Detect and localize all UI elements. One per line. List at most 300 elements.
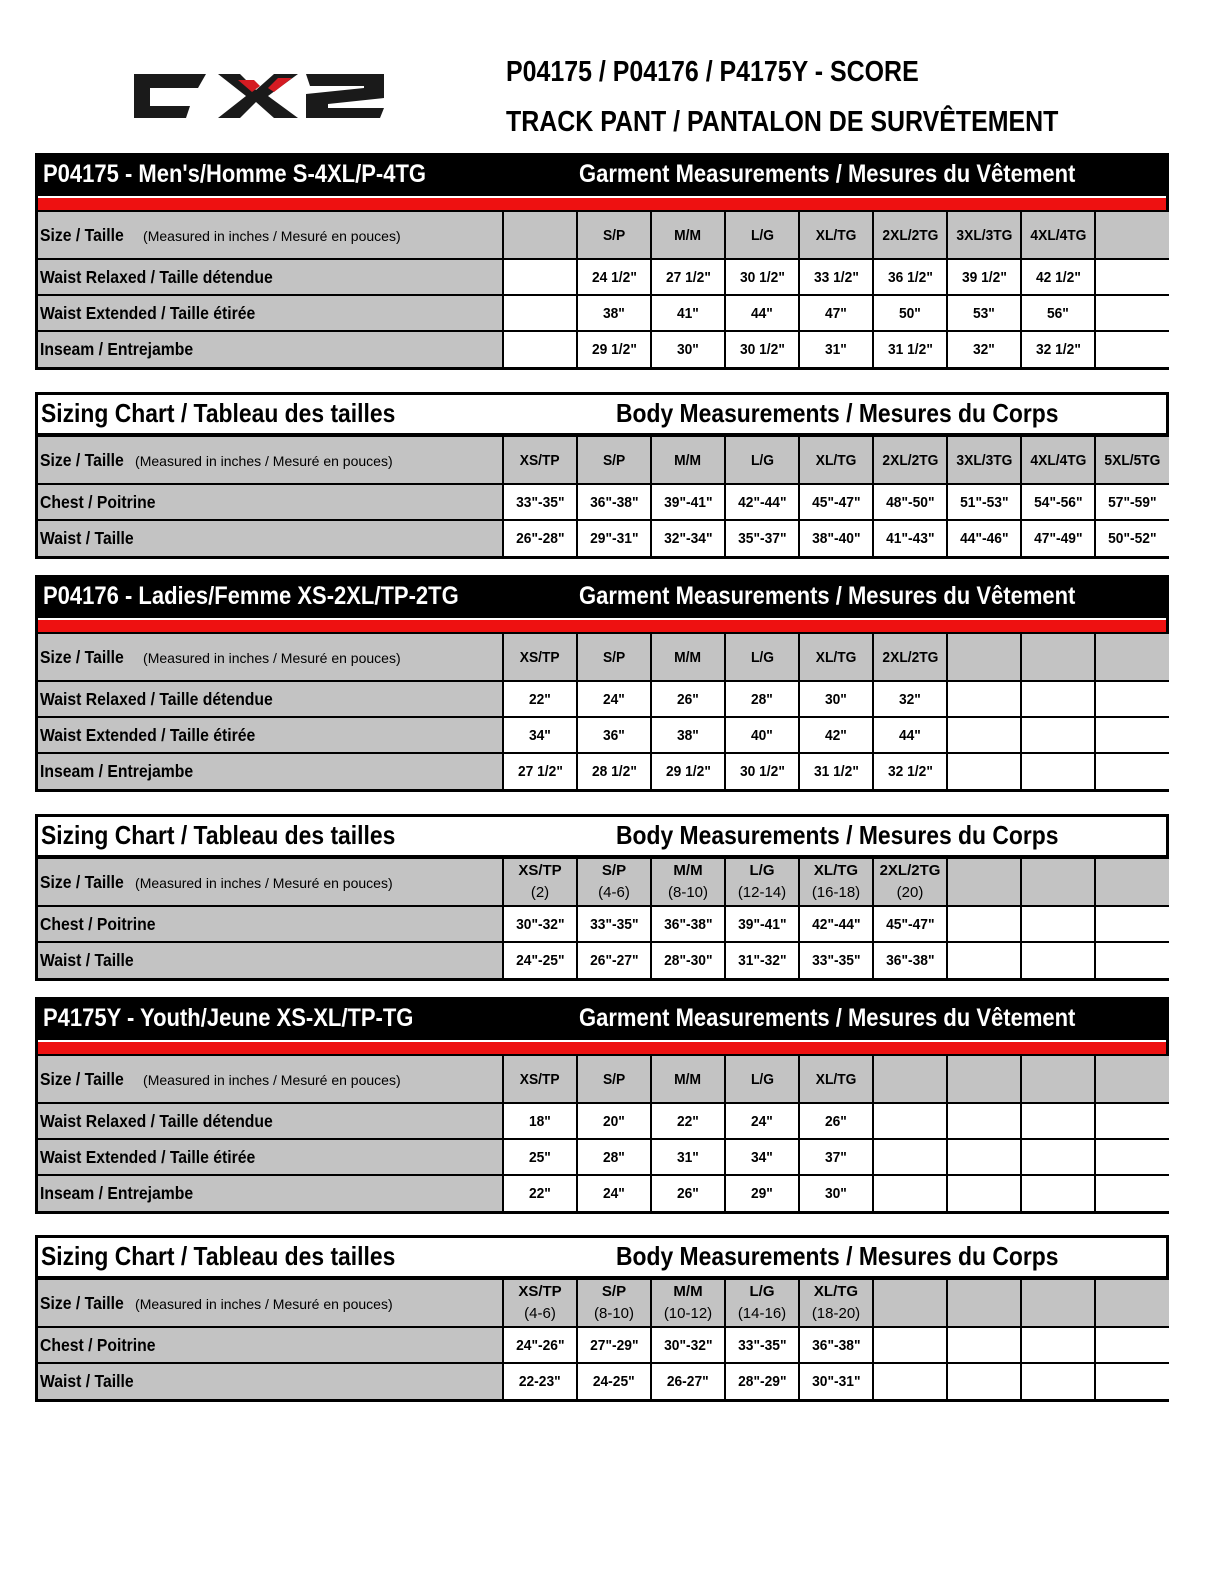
- row-label-text: Size / Taille: [40, 871, 124, 892]
- size-code: M/M: [674, 1070, 702, 1088]
- measurement-note: (Measured in inches / Mesuré en pouces): [143, 649, 401, 666]
- size-cell: [577, 436, 651, 484]
- size-cell: [1095, 211, 1169, 259]
- value-cell: [577, 1175, 651, 1211]
- size-range: (4-6): [524, 1305, 556, 1322]
- row-label: [38, 1139, 503, 1175]
- value-cell: [799, 1139, 873, 1175]
- table-row: [38, 681, 1169, 717]
- size-code: 2XL/2TG: [881, 648, 938, 666]
- measurement-value: 41"-43": [885, 530, 935, 547]
- size-cell: [947, 1055, 1021, 1103]
- value-cell: [577, 295, 651, 331]
- measurement-value: 29 1/2": [591, 341, 637, 358]
- value-cell: [577, 753, 651, 789]
- value-cell: [1021, 1363, 1095, 1399]
- value-cell: [577, 331, 651, 367]
- size-code: 5XL/5TG: [1104, 451, 1161, 469]
- row-label: [38, 211, 503, 259]
- size-cell: [725, 633, 799, 681]
- value-cell: [725, 484, 799, 520]
- size-code: L/G: [750, 648, 774, 666]
- row-label-text: Waist Relaxed / Taille détendue: [40, 266, 273, 287]
- size-code: S/P: [601, 862, 627, 879]
- table-row: [38, 717, 1169, 753]
- measurement-value: 24"-26": [515, 1336, 565, 1354]
- size-code: XS/TP: [518, 862, 562, 879]
- value-cell: [1095, 1175, 1169, 1211]
- value-cell: [799, 295, 873, 331]
- size-cell: [503, 1055, 577, 1103]
- table-row: [38, 753, 1169, 789]
- row-label: [38, 331, 503, 367]
- value-cell: [873, 942, 947, 978]
- value-cell: [651, 259, 725, 295]
- value-cell: [1021, 681, 1095, 717]
- value-cell: [577, 906, 651, 942]
- table-row: [38, 295, 1169, 331]
- table-row: [38, 906, 1169, 942]
- red-divider: [38, 1040, 1166, 1054]
- measurement-value: 36"-38": [663, 915, 713, 933]
- measurement-value: 40": [751, 726, 773, 744]
- size-cell: [1095, 633, 1169, 681]
- table-row: [38, 1139, 1169, 1175]
- size-code: 4XL/4TG: [1029, 226, 1086, 244]
- table-row: [38, 1175, 1169, 1211]
- row-label-text: Inseam / Entrejambe: [40, 1183, 194, 1203]
- value-cell: [725, 906, 799, 942]
- measurement-value: 34": [529, 726, 551, 744]
- measurement-value: 50"-52": [1108, 530, 1157, 547]
- body-heading: Body Measurements / Mesures du Corps: [616, 398, 1059, 428]
- row-label-text: Waist / Taille: [40, 950, 134, 970]
- size-code: XL/TG: [815, 226, 857, 244]
- value-cell: [725, 717, 799, 753]
- measurement-value: 38"-40": [811, 530, 861, 547]
- value-cell: [799, 520, 873, 556]
- size-cell: [725, 1279, 799, 1327]
- value-cell: [873, 1327, 947, 1363]
- size-cell: [725, 436, 799, 484]
- size-cell: [651, 1055, 725, 1103]
- measurement-value: 24": [603, 690, 625, 708]
- size-code: M/M: [674, 648, 702, 666]
- size-cell: [799, 858, 873, 906]
- value-cell: [873, 906, 947, 942]
- size-code: L/G: [749, 862, 775, 879]
- measurement-value: 30": [825, 690, 847, 708]
- measurement-value: 47": [825, 304, 847, 322]
- value-cell: [873, 1139, 947, 1175]
- row-label: [38, 520, 503, 556]
- value-cell: [503, 717, 577, 753]
- value-cell: [577, 1103, 651, 1139]
- size-cell: [1021, 436, 1095, 484]
- measurement-value: 36"-38": [589, 493, 639, 511]
- value-cell: [503, 906, 577, 942]
- measurement-value: 33"-35": [589, 915, 639, 933]
- size-code: XS/TP: [520, 1070, 560, 1088]
- value-cell: [799, 681, 873, 717]
- size-code: M/M: [674, 226, 702, 244]
- ladies-body-header: [38, 817, 1166, 857]
- size-row: [38, 436, 1169, 484]
- measurement-value: 41": [677, 304, 699, 322]
- measurement-value: 29": [751, 1185, 773, 1202]
- value-cell: [799, 942, 873, 978]
- measurement-value: 36"-38": [811, 1336, 861, 1354]
- value-cell: [1095, 753, 1169, 789]
- value-cell: [873, 717, 947, 753]
- size-cell: [873, 1055, 947, 1103]
- row-label: [38, 484, 503, 520]
- measurement-value: 24"-25": [515, 952, 565, 969]
- ladies-body-table: [38, 857, 1169, 978]
- measurement-value: 22": [677, 1112, 699, 1130]
- mens-garment-section: [35, 153, 1169, 370]
- mens-garment-table: [38, 210, 1169, 367]
- size-row: [38, 1279, 1169, 1327]
- size-code: S/P: [601, 1283, 627, 1300]
- value-cell: [503, 942, 577, 978]
- measurement-value: 28"-29": [737, 1373, 787, 1390]
- measurement-value: 26"-27": [589, 952, 639, 969]
- document-title-line2: TRACK PANT / PANTALON DE SURVÊTEMENT: [506, 106, 1059, 138]
- body-heading: Body Measurements / Mesures du Corps: [616, 820, 1059, 850]
- sizing-chart-heading: Sizing Chart / Tableau des tailles: [41, 820, 396, 850]
- size-code: XL/TG: [813, 1283, 859, 1300]
- value-cell: [577, 484, 651, 520]
- value-cell: [947, 717, 1021, 753]
- row-label-text: Chest / Poitrine: [40, 913, 156, 934]
- value-cell: [503, 1327, 577, 1363]
- size-cell: [799, 436, 873, 484]
- value-cell: [947, 1363, 1021, 1399]
- measurement-value: 57"-59": [1108, 493, 1157, 511]
- size-cell: [1021, 1055, 1095, 1103]
- value-cell: [725, 331, 799, 367]
- size-row: [38, 1055, 1169, 1103]
- value-cell: [503, 331, 577, 367]
- size-code: S/P: [602, 226, 626, 244]
- size-cell: [873, 436, 947, 484]
- size-code: XS/TP: [520, 451, 560, 469]
- red-divider: [38, 618, 1166, 632]
- value-cell: [1095, 520, 1169, 556]
- measurement-value: 32 1/2": [887, 763, 933, 780]
- size-cell: [1021, 211, 1095, 259]
- measurement-value: 28": [751, 690, 773, 708]
- mens-body-section: [35, 392, 1169, 559]
- size-cell: [1021, 1279, 1095, 1327]
- value-cell: [725, 942, 799, 978]
- table-row: [38, 259, 1169, 295]
- row-label: [38, 295, 503, 331]
- measurement-value: 27 1/2": [665, 268, 711, 286]
- sizing-chart-heading: Sizing Chart / Tableau des tailles: [41, 1241, 396, 1271]
- size-cell: [947, 1279, 1021, 1327]
- size-range: (18-20): [811, 1305, 861, 1322]
- size-cell: [873, 1279, 947, 1327]
- size-range: (16-18): [811, 884, 861, 901]
- value-cell: [577, 1139, 651, 1175]
- size-cell: [651, 1279, 725, 1327]
- row-label-text: Size / Taille: [40, 1068, 124, 1089]
- measurement-value: 32"-34": [663, 530, 713, 547]
- size-cell: [799, 1055, 873, 1103]
- value-cell: [1095, 942, 1169, 978]
- value-cell: [1021, 1327, 1095, 1363]
- size-code: M/M: [673, 862, 703, 879]
- value-cell: [1095, 681, 1169, 717]
- measurement-value: 36": [603, 726, 625, 744]
- measurement-value: 18": [529, 1112, 551, 1130]
- measurement-note: (Measured in inches / Mesuré en pouces): [135, 452, 393, 469]
- size-cell: [1021, 633, 1095, 681]
- measurement-value: 25": [529, 1148, 551, 1166]
- table-row: [38, 484, 1169, 520]
- size-cell: [947, 211, 1021, 259]
- row-label-text: Inseam / Entrejambe: [40, 339, 194, 359]
- size-cell: [503, 1279, 577, 1327]
- measurement-value: 39"-41": [737, 915, 787, 933]
- row-label-text: Inseam / Entrejambe: [40, 761, 194, 781]
- garment-heading: Garment Measurements / Mesures du Vêtement: [579, 1004, 1076, 1032]
- row-label: [38, 1175, 503, 1211]
- size-code: S/P: [602, 451, 626, 469]
- size-code: XL/TG: [813, 862, 859, 879]
- value-cell: [1021, 295, 1095, 331]
- mens-garment-header: [38, 156, 1166, 196]
- value-cell: [799, 753, 873, 789]
- row-label: [38, 942, 503, 978]
- size-row: [38, 633, 1169, 681]
- size-range: (12-14): [737, 884, 787, 901]
- cx2-logo: [128, 66, 390, 126]
- measurement-note: (Measured in inches / Mesuré en pouces): [143, 1071, 401, 1088]
- measurement-value: 26"-28": [515, 530, 565, 547]
- value-cell: [1095, 1327, 1169, 1363]
- size-range: (14-16): [737, 1305, 787, 1322]
- value-cell: [725, 1103, 799, 1139]
- value-cell: [1095, 484, 1169, 520]
- size-cell: [651, 858, 725, 906]
- measurement-note: (Measured in inches / Mesuré en pouces): [135, 1295, 393, 1312]
- measurement-value: 31 1/2": [887, 341, 933, 358]
- value-cell: [947, 484, 1021, 520]
- measurement-value: 42"-44": [737, 493, 787, 511]
- value-cell: [725, 259, 799, 295]
- youth-garment-table: [38, 1054, 1169, 1211]
- size-range: (20): [896, 884, 924, 901]
- table-row: [38, 1327, 1169, 1363]
- sizing-chart-heading: Sizing Chart / Tableau des tailles: [41, 398, 396, 428]
- value-cell: [651, 1327, 725, 1363]
- size-code: 4XL/4TG: [1029, 451, 1086, 469]
- value-cell: [651, 1363, 725, 1399]
- measurement-value: 53": [973, 304, 995, 322]
- size-range: (4-6): [598, 884, 630, 901]
- value-cell: [725, 1363, 799, 1399]
- size-code: XS/TP: [518, 1283, 562, 1300]
- value-cell: [577, 1327, 651, 1363]
- table-row: [38, 1363, 1169, 1399]
- row-label: [38, 681, 503, 717]
- ladies-body-section: [35, 814, 1169, 981]
- youth-section-title: P4175Y - Youth/Jeune XS-XL/TP-TG: [43, 1004, 414, 1032]
- size-range: (8-10): [593, 1305, 634, 1322]
- value-cell: [503, 295, 577, 331]
- row-label: [38, 1055, 503, 1103]
- size-cell: [799, 1279, 873, 1327]
- value-cell: [577, 259, 651, 295]
- value-cell: [651, 1175, 725, 1211]
- measurement-value: 30": [825, 1185, 847, 1202]
- measurement-value: 42 1/2": [1035, 268, 1081, 286]
- row-label: [38, 1103, 503, 1139]
- row-label: [38, 1279, 503, 1327]
- value-cell: [799, 1363, 873, 1399]
- row-label-text: Size / Taille: [40, 224, 124, 245]
- size-code: 3XL/3TG: [955, 226, 1012, 244]
- measurement-value: 28": [603, 1148, 625, 1166]
- mens-body-header: [38, 395, 1166, 435]
- measurement-value: 32": [973, 341, 995, 358]
- value-cell: [651, 906, 725, 942]
- value-cell: [799, 906, 873, 942]
- youth-garment-section: [35, 997, 1169, 1214]
- measurement-value: 27"-29": [589, 1336, 639, 1354]
- measurement-note: (Measured in inches / Mesuré en pouces): [135, 874, 393, 891]
- value-cell: [651, 484, 725, 520]
- measurement-value: 54"-56": [1033, 493, 1083, 511]
- measurement-value: 26-27": [667, 1373, 709, 1390]
- measurement-value: 29"-31": [589, 530, 639, 547]
- value-cell: [947, 295, 1021, 331]
- mens-section-title: P04175 - Men's/Homme S-4XL/P-4TG: [43, 160, 427, 188]
- size-cell: [651, 211, 725, 259]
- measurement-value: 42": [825, 726, 847, 744]
- value-cell: [725, 1175, 799, 1211]
- value-cell: [947, 259, 1021, 295]
- measurement-value: 30 1/2": [739, 341, 785, 358]
- measurement-value: 22": [529, 1185, 551, 1202]
- size-code: 2XL/2TG: [881, 451, 938, 469]
- measurement-value: 42"-44": [811, 915, 861, 933]
- size-cell: [1095, 858, 1169, 906]
- value-cell: [651, 753, 725, 789]
- row-label: [38, 753, 503, 789]
- row-label-text: Size / Taille: [40, 646, 124, 667]
- value-cell: [577, 1363, 651, 1399]
- measurement-value: 24-25": [593, 1373, 635, 1390]
- value-cell: [799, 1103, 873, 1139]
- document-title-line1: P04175 / P04176 / P4175Y - SCORE: [506, 56, 919, 88]
- value-cell: [947, 520, 1021, 556]
- size-cell: [651, 436, 725, 484]
- size-row: [38, 211, 1169, 259]
- measurement-value: 39 1/2": [961, 268, 1007, 286]
- size-code: 2XL/2TG: [879, 862, 941, 879]
- measurement-value: 20": [603, 1112, 625, 1130]
- value-cell: [873, 681, 947, 717]
- size-code: L/G: [749, 1283, 775, 1300]
- value-cell: [577, 681, 651, 717]
- size-cell: [873, 633, 947, 681]
- value-cell: [799, 331, 873, 367]
- measurement-value: 26": [825, 1112, 847, 1130]
- measurement-value: 29 1/2": [665, 763, 711, 780]
- size-row: [38, 858, 1169, 906]
- measurement-value: 34": [751, 1148, 773, 1166]
- measurement-value: 30"-31": [811, 1373, 861, 1390]
- table-row: [38, 520, 1169, 556]
- measurement-value: 30"-32": [663, 1336, 713, 1354]
- value-cell: [873, 520, 947, 556]
- value-cell: [873, 753, 947, 789]
- size-code: XL/TG: [815, 1070, 857, 1088]
- measurement-value: 24": [603, 1185, 625, 1202]
- size-range: (8-10): [667, 884, 708, 901]
- value-cell: [651, 681, 725, 717]
- value-cell: [651, 1139, 725, 1175]
- value-cell: [503, 1139, 577, 1175]
- size-code: M/M: [674, 451, 702, 469]
- value-cell: [725, 753, 799, 789]
- size-code: 3XL/3TG: [955, 451, 1012, 469]
- value-cell: [503, 259, 577, 295]
- measurement-value: 56": [1047, 304, 1069, 322]
- value-cell: [503, 484, 577, 520]
- measurement-value: 38": [677, 726, 699, 744]
- value-cell: [503, 520, 577, 556]
- measurement-value: 30": [677, 341, 699, 358]
- size-cell: [1095, 1279, 1169, 1327]
- measurement-value: 24 1/2": [591, 268, 637, 286]
- measurement-value: 30"-32": [515, 915, 565, 933]
- value-cell: [799, 717, 873, 753]
- youth-body-table: [38, 1278, 1169, 1399]
- measurement-value: 44": [751, 304, 773, 322]
- measurement-value: 45"-47": [811, 493, 861, 511]
- size-cell: [577, 1055, 651, 1103]
- value-cell: [1021, 906, 1095, 942]
- size-cell: [1095, 436, 1169, 484]
- measurement-value: 50": [899, 304, 921, 322]
- size-code: M/M: [673, 1283, 703, 1300]
- size-cell: [577, 1279, 651, 1327]
- value-cell: [725, 520, 799, 556]
- row-label-text: Waist Extended / Taille étirée: [40, 302, 256, 323]
- value-cell: [503, 1363, 577, 1399]
- table-row: [38, 331, 1169, 367]
- value-cell: [947, 753, 1021, 789]
- measurement-value: 28"-30": [663, 952, 713, 969]
- value-cell: [873, 484, 947, 520]
- value-cell: [1021, 1103, 1095, 1139]
- size-range: (10-12): [663, 1305, 713, 1322]
- measurement-value: 30 1/2": [739, 268, 785, 286]
- value-cell: [873, 331, 947, 367]
- size-code: S/P: [602, 1070, 626, 1088]
- measurement-value: 33 1/2": [813, 268, 859, 286]
- youth-body-section: [35, 1235, 1169, 1402]
- value-cell: [577, 520, 651, 556]
- value-cell: [1095, 1139, 1169, 1175]
- size-cell: [725, 211, 799, 259]
- value-cell: [651, 717, 725, 753]
